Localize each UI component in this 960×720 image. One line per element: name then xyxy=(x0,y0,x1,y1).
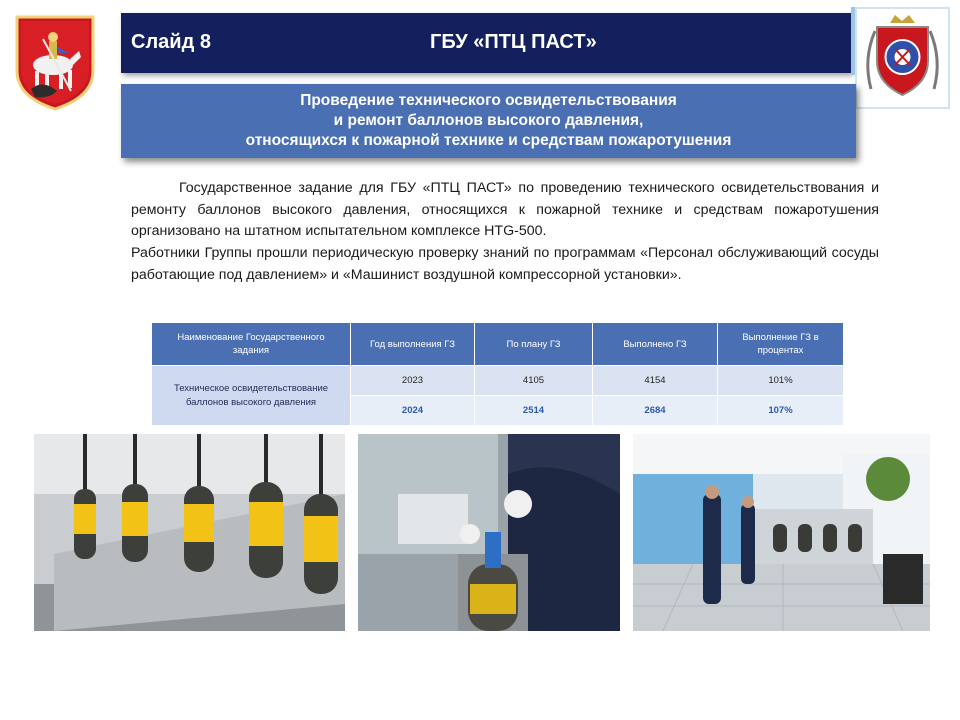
organization-title: ГБУ «ПТЦ ПАСТ» xyxy=(430,31,597,53)
subtitle-box xyxy=(121,84,856,158)
photo-worker-with-cylinder xyxy=(358,434,620,631)
table-header: По плану ГЗ xyxy=(475,323,593,366)
fire-service-emblem-icon xyxy=(855,7,950,109)
table-cell-percent: 101% xyxy=(718,366,844,396)
subtitle-line-3: относящихся к пожарной технике и средствам пожаротушения xyxy=(245,132,732,149)
table-header: Наименование Государственного задания xyxy=(152,323,351,366)
body-paragraph-2: Работники Группы прошли периодическую проверку знаний по программам «Персонал обслуживающий сосуды работающие под давлением» и «Машинист воздушной компрессорной установки». xyxy=(131,245,879,283)
table-header: Год выполнения ГЗ xyxy=(351,323,475,366)
table-cell-plan: 4105 xyxy=(475,366,593,396)
table-cell-plan: 2514 xyxy=(475,396,593,426)
table-header-row xyxy=(152,323,844,366)
moscow-coat-of-arms-icon xyxy=(13,13,97,111)
slide-number: Слайд 8 xyxy=(131,31,211,53)
state-task-table xyxy=(151,322,844,426)
subtitle-line-2: и ремонт баллонов высокого давления, xyxy=(333,112,644,129)
table-row xyxy=(152,366,844,396)
table-header: Выполнено ГЗ xyxy=(593,323,718,366)
table-cell-year: 2023 xyxy=(351,366,475,396)
photo-workshop-room xyxy=(633,434,930,631)
subtitle-line-1: Проведение технического освидетельствования xyxy=(300,92,677,109)
body-paragraph-1: Государственное задание для ГБУ «ПТЦ ПАСТ» по проведению технического освидетельствования и ремонту баллонов высокого давления, относящихся к пожарной технике и средствам пожаротушения организовано на штатном испытательном комплексе HTG-500. xyxy=(131,180,879,239)
table-cell-year: 2024 xyxy=(351,396,475,426)
table-cell-done: 2684 xyxy=(593,396,718,426)
table-cell-done: 4154 xyxy=(593,366,718,396)
table-row-label: Техническое освидетельствование баллонов высокого давления xyxy=(152,366,351,426)
table-header: Выполнение ГЗ в процентах xyxy=(718,323,844,366)
photo-cylinder-test-rack xyxy=(34,434,345,631)
table-cell-percent: 107% xyxy=(718,396,844,426)
